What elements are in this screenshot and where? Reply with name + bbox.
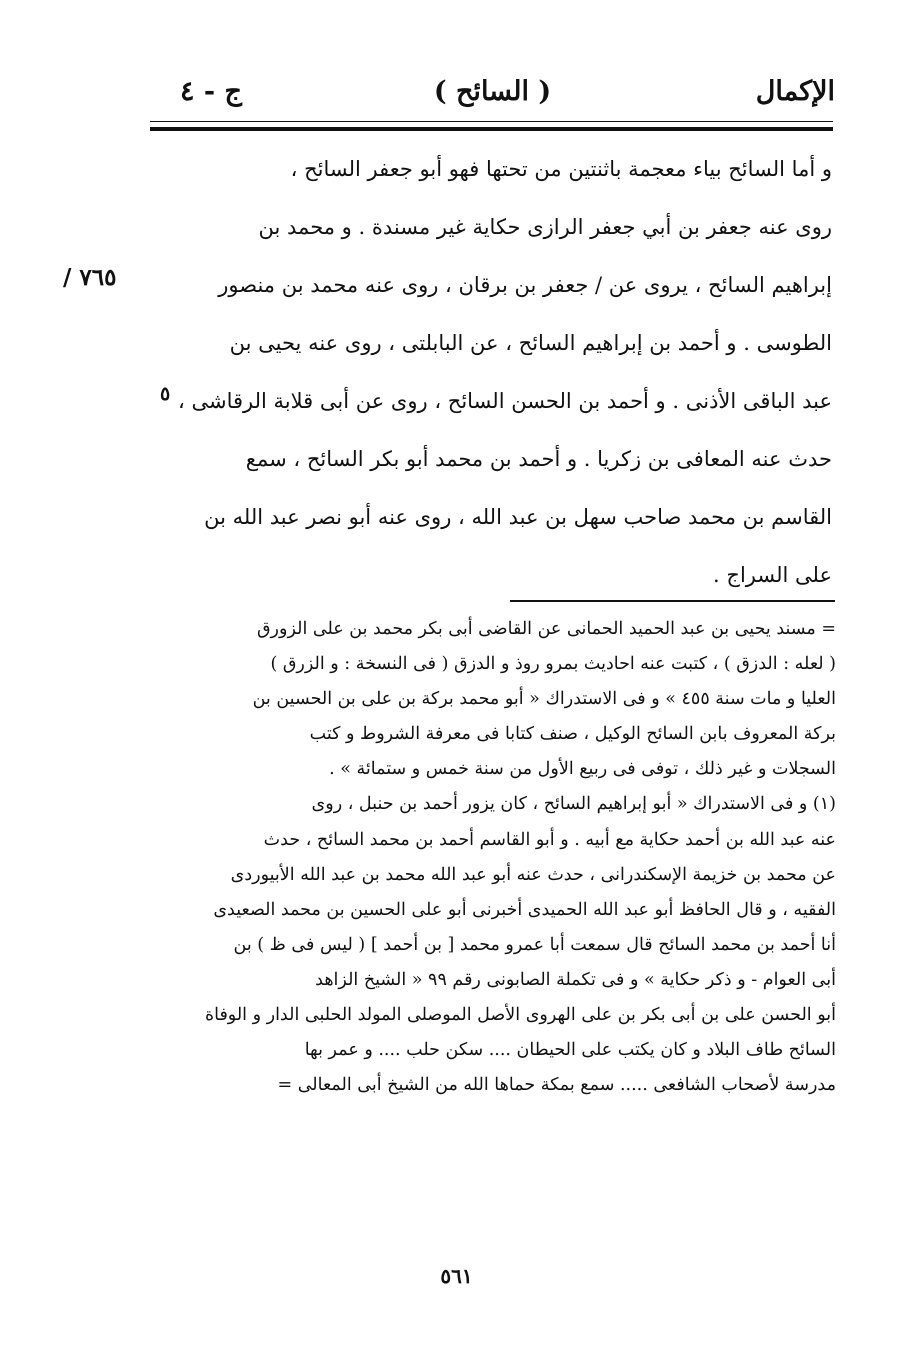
main-line: روى عنه جعفر بن أبي جعفر الرازى حكاية غير مسندة . و محمد بن — [258, 215, 832, 239]
footnote-line: السائح طاف البلاد و كان يكتب على الحيطان .... سكن حلب .... و عمر بها — [304, 1040, 836, 1061]
main-line: على السراج . — [713, 563, 832, 587]
footnote-line: ( لعله : الدزق ) ، كتبت عنه احاديث بمرو روذ و الدزق ( فى النسخة : و الزرق ) — [270, 654, 836, 675]
main-line: إبراهيم السائح ، يروى عن / جعفر بن برقان ، روى عنه محمد بن منصور — [218, 273, 832, 297]
footnote-line: العليا و مات سنة ٤٥٥ » و فى الاستدراك « أبو محمد بركة بن على بن الحسين بن — [252, 689, 836, 710]
main-line: القاسم بن محمد صاحب سهل بن عبد الله ، روى عنه أبو نصر عبد الله بن — [204, 505, 832, 529]
main-line: حدث عنه المعافى بن زكريا . و أحمد بن محمد أبو بكر السائح ، سمع — [245, 447, 832, 471]
footnote-separator — [510, 600, 835, 602]
footnote-line: أنا أحمد بن محمد السائح قال سمعت أبا عمرو محمد [ بن أحمد ] ( ليس فى ظ ) بن — [233, 934, 836, 955]
footnote-line: بركة المعروف بابن السائح الوكيل ، صنف كتابا فى معرفة الشروط و كتب — [309, 724, 836, 745]
margin-line-number: ٥ — [160, 383, 171, 405]
footnotes — [150, 612, 836, 1103]
header-rule-thin — [150, 121, 833, 122]
footnote-line: عن محمد بن خزيمة الإسكندرانى ، حدث عنه أبو عبد الله محمد بن عبد الله الأبيوردى — [230, 864, 836, 885]
footnote-line: السجلات و غير ذلك ، توفى فى ربيع الأول من سنة خمس و ستمائة » . — [329, 759, 836, 780]
entry-title: ( السائح ) — [433, 76, 552, 107]
page-number: ٥٦١ — [440, 1264, 473, 1288]
main-line: الطوسى . و أحمد بن إبراهيم السائح ، عن البابلتى ، روى عنه يحيى بن — [229, 331, 832, 355]
book-title: الإكمال — [755, 76, 835, 107]
main-text — [160, 140, 832, 604]
running-header — [150, 68, 835, 118]
footnote-line: أبو الحسن على بن أبى بكر بن على الهروى الأصل الموصلى المولد الحلبى الدار و الوفاة — [204, 1005, 836, 1026]
margin-page-reference: / ٧٦٥ — [63, 264, 117, 291]
main-line: و أما السائح بياء معجمة باثنتين من تحتها فهو أبو جعفر السائح ، — [290, 157, 832, 181]
footnote-line: = مسند يحيى بن عبد الحميد الحمانى عن القاضى أبى بكر محمد بن على الزورق — [256, 619, 836, 639]
volume-label: ج - ٤ — [180, 76, 242, 107]
footnote-line: (١) و فى الاستدراك « أبو إبراهيم السائح ، كان يزور أحمد بن حنبل ، روى — [311, 794, 836, 815]
main-line: عبد الباقى الأذنى . و أحمد بن الحسن السائح ، روى عن أبى قلابة الرقاشى ، — [178, 389, 832, 413]
footnote-line: عنه عبد الله بن أحمد حكاية مع أبيه . و أبو القاسم أحمد بن محمد السائح ، حدث — [263, 829, 836, 850]
footnote-line: الفقيه ، و قال الحافظ أبو عبد الله الحميدى أخبرنى أبو على الحسين بن محمد الصعيدى — [213, 899, 836, 920]
footnote-line: أبى العوام - و ذكر حكاية » و فى تكملة الصابونى رقم ٩٩ « الشيخ الزاهد — [315, 969, 836, 990]
footnote-line: مدرسة لأصحاب الشافعى ..... سمع بمكة حماها الله من الشيخ أبى المعالى = — [277, 1075, 836, 1096]
header-rule-thick — [150, 127, 833, 131]
